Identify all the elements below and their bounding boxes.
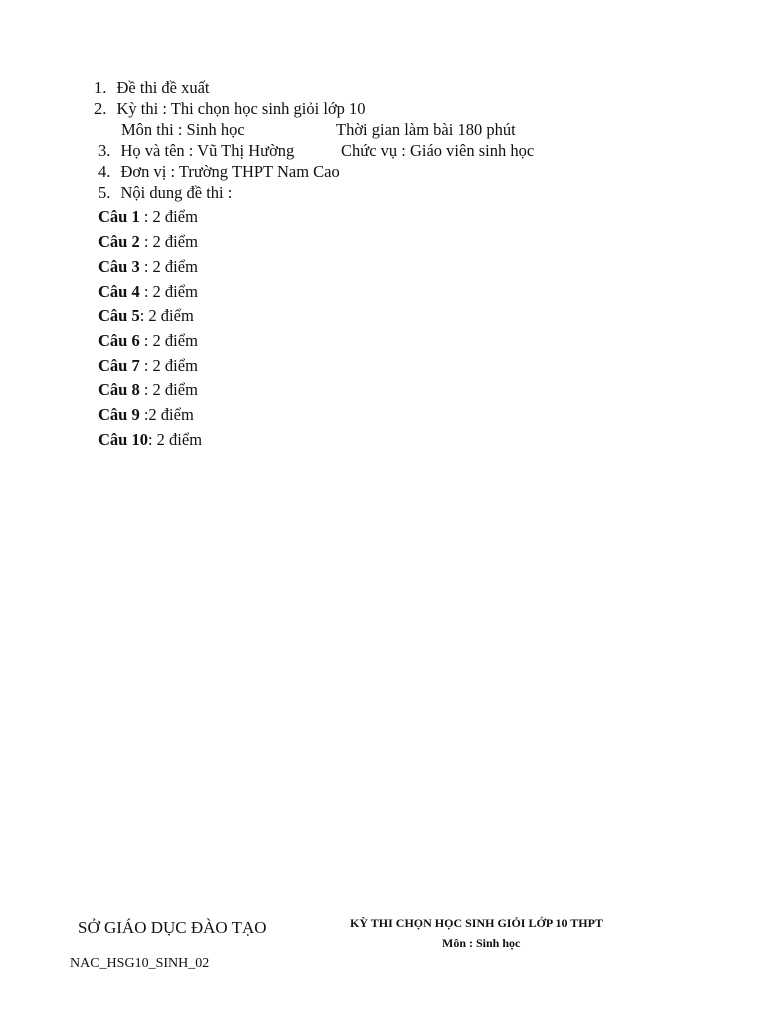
question-points: : 2 điểm: [139, 356, 198, 375]
list-item-5: [98, 183, 232, 203]
subject-line: [121, 120, 245, 140]
list-text: Đơn vị : Trường THPT Nam Cao: [120, 162, 340, 181]
exam-subject: Môn : Sinh học: [442, 936, 521, 950]
question-points: : 2 điểm: [139, 306, 194, 325]
question-row: [98, 232, 198, 252]
list-number: 1.: [94, 78, 107, 97]
list-text: Kỳ thi : Thi chọn học sinh giỏi lớp 10: [116, 99, 366, 118]
duration-label: Thời gian làm bài 180 phút: [336, 120, 516, 139]
question-label: Câu 7: [98, 356, 140, 375]
exam-title: KỲ THI CHỌN HỌC SINH GIỎI LỚP 10 THPT: [350, 916, 603, 930]
question-label: Câu 8: [98, 380, 140, 399]
question-points: : 2 điểm: [139, 282, 198, 301]
position-line: [341, 141, 534, 161]
document-code: NAC_HSG10_SINH_02: [70, 956, 210, 971]
list-text: Nội dung đề thi :: [120, 183, 233, 202]
question-points: : 2 điểm: [139, 380, 198, 399]
question-label: Câu 6: [98, 331, 140, 350]
question-points: : 2 điểm: [139, 232, 198, 251]
list-text: Đề thi đề xuất: [116, 78, 210, 97]
list-item-2: [94, 99, 366, 119]
question-row: [98, 331, 198, 351]
duration-line: [336, 120, 516, 140]
list-number: 3.: [98, 141, 111, 160]
question-label: Câu 3: [98, 257, 140, 276]
question-points: : 2 điểm: [139, 257, 198, 276]
list-text: Họ và tên : Vũ Thị Hường: [120, 141, 295, 160]
question-label: Câu 2: [98, 232, 140, 251]
question-points: :2 điểm: [139, 405, 194, 424]
position-label: Chức vụ : Giáo viên sinh học: [341, 141, 535, 160]
question-label: Câu 9: [98, 405, 140, 424]
department-name: SỞ GIÁO DỤC ĐÀO TẠO: [78, 918, 267, 937]
question-row: [98, 257, 198, 277]
question-row: [98, 306, 194, 326]
list-number: 4.: [98, 162, 111, 181]
list-number: 5.: [98, 183, 111, 202]
question-label: Câu 4: [98, 282, 140, 301]
question-row: [98, 282, 198, 302]
question-row: [98, 405, 194, 425]
subject-label: Môn thi : Sinh học: [121, 120, 245, 139]
question-row: [98, 380, 198, 400]
question-points: : 2 điểm: [139, 207, 198, 226]
question-label: Câu 1: [98, 207, 140, 226]
question-label: Câu 5: [98, 306, 140, 325]
question-row: [98, 430, 202, 450]
question-points: : 2 điểm: [139, 331, 198, 350]
list-number: 2.: [94, 99, 107, 118]
question-points: : 2 điểm: [147, 430, 203, 449]
list-item-1: [94, 78, 210, 98]
question-row: [98, 207, 198, 227]
question-row: [98, 356, 198, 376]
list-item-4: [98, 162, 340, 182]
list-item-3: [98, 141, 294, 161]
question-label: Câu 10: [98, 430, 148, 449]
